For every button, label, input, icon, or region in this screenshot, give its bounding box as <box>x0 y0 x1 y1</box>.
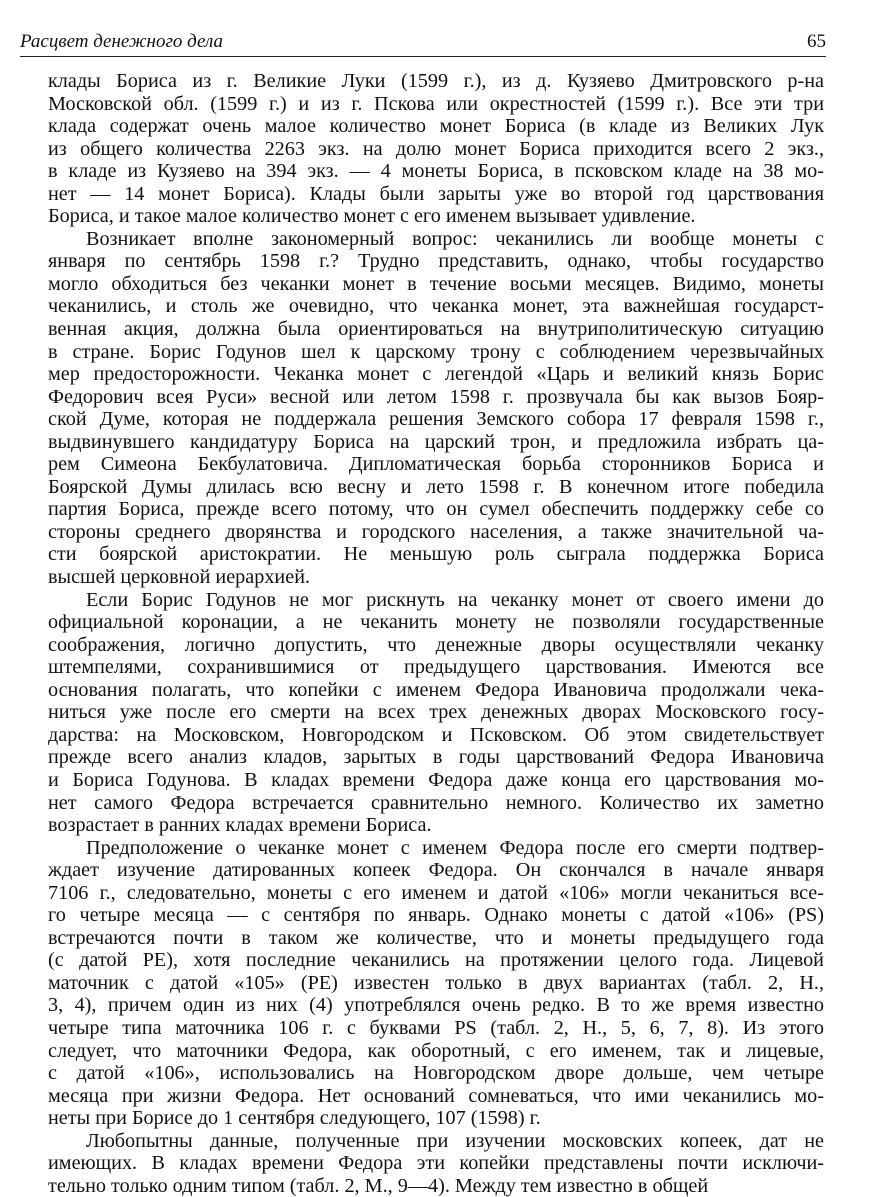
text-line: возрастает в ранних кладах времени Бориса. <box>48 814 432 837</box>
text-line: соображения, логично допустить, что денежные дворы осуществляли чеканку <box>48 633 824 656</box>
text-line: штемпелями, сохранившимися от предыдущего царствования. Имеются все <box>48 656 824 679</box>
text-line: партия Бориса, прежде всего потому, что он сумел обеспечить поддержку себе со <box>48 498 824 521</box>
paragraph <box>48 837 824 1130</box>
text-line: неты при Борисе до 1 сентября следующего, 107 (1598) г. <box>48 1107 541 1130</box>
text-line: рем Симеона Бекбулатовича. Дипломатическая борьба сторонников Бориса и <box>48 453 824 476</box>
text-line: Возникает вполне закономерный вопрос: чеканились ли вообще монеты с <box>86 227 824 250</box>
text-line: и Бориса Годунова. В кладах времени Федора даже конца его царствования мо- <box>48 768 824 791</box>
text-line: месяца при жизни Федора. Нет оснований сомневаться, что ими чеканились мо- <box>48 1084 824 1107</box>
text-line: встречаются почти в таком же количестве, что и монеты предыдущего года <box>48 926 824 949</box>
text-line: в кладе из Кузяево на 394 экз. — 4 монеты Бориса, в псковском кладе на 38 мо- <box>48 160 824 183</box>
text-line: мер предосторожности. Чеканка монет с легендой «Царь и великий князь Борис <box>48 363 824 386</box>
text-line: го четыре месяца — с сентября по январь. Однако монеты с датой «106» (PS) <box>48 904 824 927</box>
paragraph <box>48 1130 824 1197</box>
text-line: января по сентябрь 1598 г.? Трудно представить, однако, чтобы государство <box>48 250 824 273</box>
running-title: Расцвет денежного дела <box>20 31 223 52</box>
text-line: 7106 г., следовательно, монеты с его именем и датой «106» могли чеканиться все- <box>48 881 824 904</box>
text-line: с датой «106», использовались на Новгородском дворе дольше, чем четыре <box>48 1062 824 1085</box>
text-line: нет — 14 монет Бориса). Клады были зарыты уже во второй год царствования <box>48 182 824 205</box>
text-line: Если Борис Годунов не мог рискнуть на чеканку монет от своего имени до <box>86 588 824 611</box>
text-line: Федорович всея Руси» весной или летом 1598 г. прозвучала бы как вызов Бояр- <box>48 385 824 408</box>
paragraph <box>48 228 824 589</box>
body-text <box>48 70 824 1197</box>
text-line: сти боярской аристократии. Не меньшую роль сыграла поддержка Бориса <box>48 543 824 566</box>
text-line: клады Бориса из г. Великие Луки (1599 г.), из д. Кузяево Дмитровского р-на <box>48 70 824 92</box>
running-header <box>20 30 826 57</box>
text-line: выдвинувшего кандидатуру Бориса на царский трон, и предложила избрать ца- <box>48 430 824 453</box>
text-line: Предположение о чеканке монет с именем Федора после его смерти подтвер- <box>86 836 824 859</box>
text-line: из общего количества 2263 экз. на долю монет Бориса приходится всего 2 экз., <box>48 137 824 160</box>
text-line: венная акция, должна была ориентироваться на внутриполитическую ситуацию <box>48 318 824 341</box>
text-line: стороны среднего дворянства и городского населения, а также значительной ча- <box>48 520 824 543</box>
text-line: Бориса, и такое малое количество монет с его именем вызывает удивление. <box>48 205 696 228</box>
text-line: клада содержат очень малое количество монет Бориса (в кладе из Великих Лук <box>48 115 824 138</box>
text-line: 3, 4), причем один из них (4) употреблялся очень редко. В то же время известно <box>48 994 824 1017</box>
text-line: дарства: на Московском, Новгородском и Псковском. Об этом свидетельствует <box>48 723 824 746</box>
text-line: в стране. Борис Годунов шел к царскому трону с соблюдением черезвычайных <box>48 340 824 363</box>
text-line: тельно только одним типом (табл. 2, М., 9—4). Между тем известно в общей <box>48 1174 709 1197</box>
text-line: маточник с датой «105» (PE) известен только в двух вариантах (табл. 2, Н., <box>48 971 824 994</box>
text-line: ской Думе, которая не поддержала решения Земского собора 17 февраля 1598 г., <box>48 408 824 431</box>
text-line: официальной коронации, а не чеканить монету не позволяли государственные <box>48 611 824 634</box>
text-line: прежде всего анализ кладов, зарытых в годы царствований Федора Ивановича <box>48 746 824 769</box>
paragraph <box>48 70 824 228</box>
text-line: ждает изучение датированных копеек Федора. Он скончался в начале января <box>48 859 824 882</box>
text-line: следует, что маточники Федора, как оборотный, с его именем, так и лицевые, <box>48 1039 824 1062</box>
page-number: 65 <box>807 31 826 52</box>
text-line: Боярской Думы длилась всю весну и лето 1598 г. В конечном итоге победила <box>48 475 824 498</box>
text-line: ниться уже после его смерти на всех трех денежных дворах Московского госу- <box>48 701 824 724</box>
paragraph <box>48 589 824 837</box>
text-line: четыре типа маточника 106 г. с буквами PS (табл. 2, Н., 5, 6, 7, 8). Из этого <box>48 1016 824 1039</box>
text-line: нет самого Федора встречается сравнительно немного. Количество их заметно <box>48 791 824 814</box>
text-line: Любопытны данные, полученные при изучении московских копеек, дат не <box>86 1129 824 1152</box>
text-line: высшей церковной иерархией. <box>48 566 311 589</box>
text-line: имеющих. В кладах времени Федора эти копейки представлены почти исключи- <box>48 1152 824 1175</box>
text-line: Московской обл. (1599 г.) и из г. Пскова или окрестностей (1599 г.). Все эти три <box>48 92 824 115</box>
text-line: основания полагать, что копейки с именем Федора Ивановича продолжали чека- <box>48 678 824 701</box>
text-line: чеканились, и столь же очевидно, что чеканка монет, эта важнейшая государст- <box>48 295 824 318</box>
text-line: могло обходиться без чеканки монет в течение восьми месяцев. Видимо, монеты <box>48 272 824 295</box>
text-line: (с датой PE), хотя последние чеканились на протяжении целого года. Лицевой <box>48 949 824 972</box>
